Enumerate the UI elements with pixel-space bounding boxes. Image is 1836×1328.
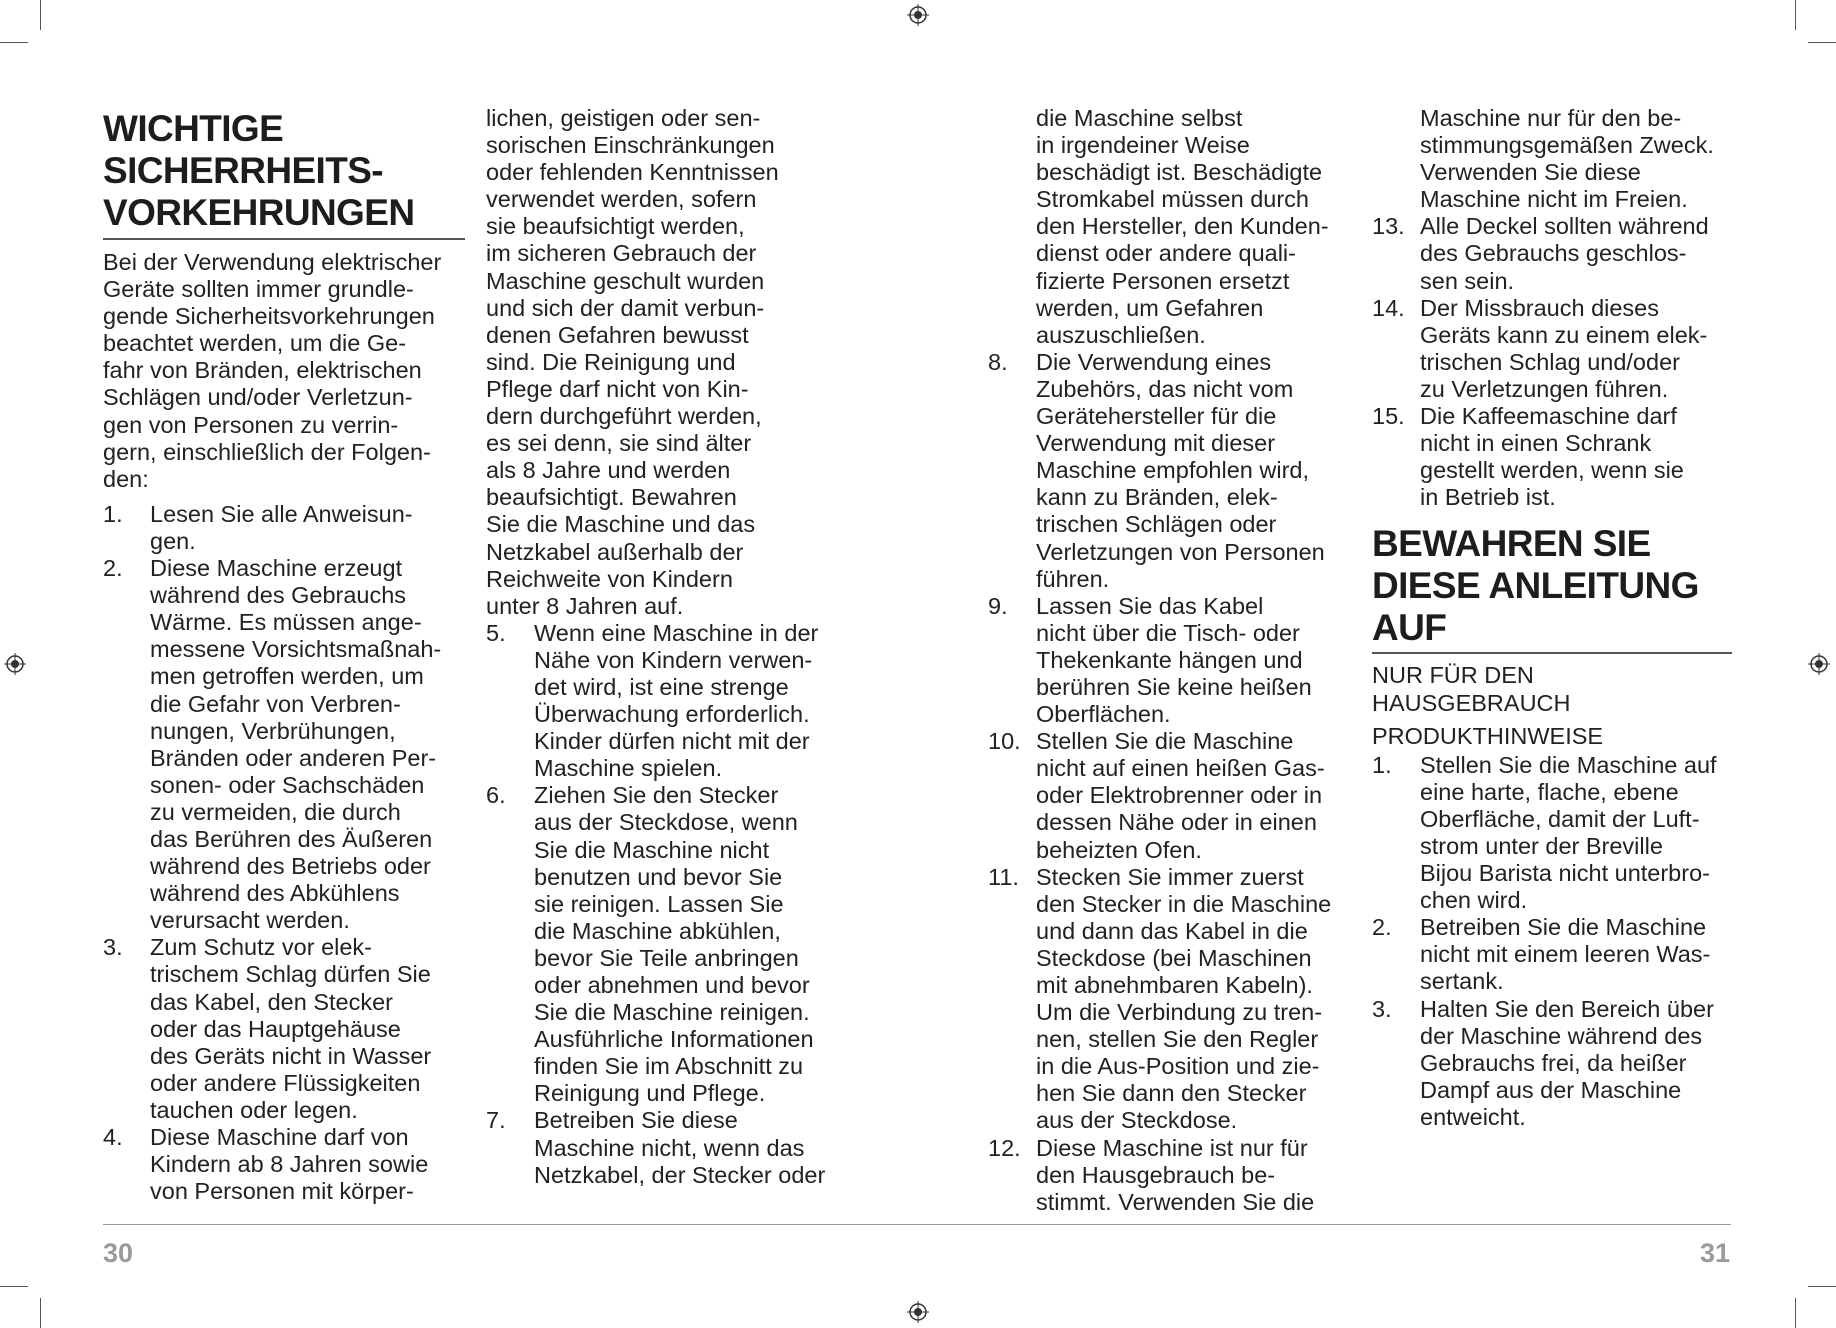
text-line: gende Sicherheitsvorkehrungen <box>103 303 435 330</box>
text-line: Die Verwendung eines <box>1036 348 1272 375</box>
crop-mark <box>0 42 28 43</box>
text-line: dern durchgeführt werden, <box>486 403 762 430</box>
subheading-product-notes: PRODUKTHINWEISE <box>1372 722 1604 749</box>
registration-mark-icon <box>1808 653 1830 675</box>
text-line: beachtet werden, um die Ge- <box>103 330 407 357</box>
text-line: Diese Maschine darf von <box>150 1124 409 1150</box>
text-line: während des Gebrauchs <box>150 582 407 609</box>
text-line: Geräts kann zu einem elek- <box>1420 321 1708 348</box>
text-line: das Berühren des Äußeren <box>150 825 433 852</box>
list-item <box>103 555 465 934</box>
text-line: Überwachung erforderlich. <box>534 701 810 728</box>
text-line: und sich der damit verbun- <box>486 294 765 321</box>
text-line: Verwendung mit dieser <box>1036 430 1276 457</box>
text-line: Betreiben Sie die Maschine <box>1420 914 1707 941</box>
text-line: Netzkabel, der Stecker oder <box>534 1161 826 1188</box>
text-line: Gerätehersteller für die <box>1036 403 1277 430</box>
crop-mark <box>1795 1298 1796 1328</box>
list-item-text <box>1036 349 1353 593</box>
text-line: Bei der Verwendung elektrischer <box>103 249 442 275</box>
text-line: benutzen und bevor Sie <box>534 863 783 890</box>
text-line: nicht in einen Schrank <box>1420 430 1652 457</box>
list-item-number: 1. <box>1372 751 1392 778</box>
list-item <box>103 1124 465 1205</box>
text-line: es sei denn, sie sind älter <box>486 430 752 457</box>
list-item-text <box>1420 295 1732 403</box>
list-item-number: 9. <box>988 592 1008 619</box>
text-line: sertank. <box>1420 968 1504 995</box>
text-line: Wenn eine Maschine in der <box>534 619 819 646</box>
text-line: im sicheren Gebrauch der <box>486 240 757 267</box>
heading-line: SICHERRHEITS- <box>103 150 383 191</box>
text-line: denen Gefahren bewusst <box>486 321 749 348</box>
footer-rule <box>103 1224 1731 1225</box>
text-line: verwendet werden, sofern <box>486 186 757 213</box>
list-item-text <box>1036 593 1353 728</box>
page-number-right: 31 <box>1700 1238 1731 1268</box>
text-line: Halten Sie den Bereich über <box>1420 995 1714 1022</box>
continued-paragraph <box>988 105 1353 349</box>
text-line: Oberfläche, damit der Luft- <box>1420 805 1700 832</box>
heading-rule <box>1372 652 1732 654</box>
list-item-number: 8. <box>988 348 1008 375</box>
text-line: sind. Die Reinigung und <box>486 348 736 375</box>
text-line: chen wird. <box>1420 887 1528 914</box>
text-line: die Gefahr von Verbren- <box>150 690 401 717</box>
text-line: Maschine geschult wurden <box>486 267 765 294</box>
text-line: Die Kaffeemaschine darf <box>1420 403 1677 430</box>
safety-list <box>988 349 1353 1216</box>
text-line: von Personen mit körper- <box>150 1178 414 1205</box>
list-item-number: 4. <box>103 1124 123 1150</box>
list-item <box>988 728 1353 863</box>
list-item <box>486 782 848 1107</box>
text-line: stimmungsgemäßen Zweck. <box>1420 132 1714 159</box>
list-item-number: 7. <box>486 1107 506 1134</box>
crop-mark <box>40 0 41 30</box>
text-line: eine harte, flache, ebene <box>1420 778 1679 805</box>
list-item-text <box>1420 996 1732 1131</box>
text-line: trischen Schlägen oder <box>1036 511 1277 538</box>
text-line: den Stecker in die Maschine <box>1036 890 1332 917</box>
intro-paragraph <box>103 249 465 493</box>
text-line: Steckdose (bei Maschinen <box>1036 944 1312 971</box>
list-item <box>988 864 1353 1135</box>
text-line: zu vermeiden, die durch <box>150 798 401 825</box>
product-notes-list <box>1372 752 1732 1131</box>
text-line: die Maschine selbst <box>1036 105 1243 131</box>
text-line: Dampf aus der Maschine <box>1420 1076 1682 1103</box>
page-number-left: 30 <box>103 1238 134 1268</box>
text-line: Sie die Maschine reinigen. <box>534 999 810 1026</box>
text-line: Netzkabel außerhalb der <box>486 538 744 565</box>
text-line: Ausführliche Informationen <box>534 1026 814 1053</box>
list-item-number: 14. <box>1372 294 1405 321</box>
text-line: hen Sie dann den Stecker <box>1036 1080 1307 1107</box>
text-line: oder andere Flüssigkeiten <box>150 1069 421 1096</box>
text-line: bevor Sie Teile anbringen <box>534 944 799 971</box>
text-line: während des Abkühlens <box>150 880 400 907</box>
text-line: verursacht werden. <box>150 907 350 934</box>
text-line: Schlägen und/oder Verletzun- <box>103 384 413 411</box>
list-item <box>1372 752 1732 915</box>
text-line: Der Missbrauch dieses <box>1420 294 1660 321</box>
list-item-text <box>534 782 848 1107</box>
text-line: Sie die Maschine und das <box>486 511 756 538</box>
text-line: lichen, geistigen oder sen- <box>486 105 761 131</box>
text-line: als 8 Jahre und werden <box>486 457 731 484</box>
text-line: in irgendeiner Weise <box>1036 132 1250 159</box>
text-line: oder fehlenden Kenntnissen <box>486 159 779 186</box>
list-item <box>1372 914 1732 995</box>
list-item-number: 13. <box>1372 213 1405 240</box>
text-line: während des Betriebs oder <box>150 853 431 880</box>
text-line: Zubehörs, das nicht vom <box>1036 375 1294 402</box>
list-item <box>1372 403 1732 511</box>
text-line: die Maschine abkühlen, <box>534 917 781 944</box>
text-line: oder Elektrobrenner oder in <box>1036 782 1323 809</box>
text-line: beaufsichtigt. Bewahren <box>486 484 737 511</box>
list-item <box>1372 996 1732 1131</box>
heading-rule <box>103 238 465 240</box>
text-line: trischem Schlag dürfen Sie <box>150 961 431 988</box>
text-line: Maschine empfohlen wird, <box>1036 457 1309 484</box>
text-line: berühren Sie keine heißen <box>1036 673 1312 700</box>
heading-line: VORKEHRUNGEN <box>103 192 415 233</box>
text-line: der Maschine während des <box>1420 1022 1703 1049</box>
text-line: Maschine nur für den be- <box>1420 105 1682 131</box>
list-item-text <box>150 934 465 1124</box>
text-line: den Hausgebrauch be- <box>1036 1161 1276 1188</box>
text-line: beschädigt ist. Beschädigte <box>1036 159 1323 186</box>
list-item <box>988 593 1353 728</box>
heading-line: BEWAHREN SIE <box>1372 523 1651 565</box>
text-line: stimmt. Verwenden Sie die <box>1036 1188 1315 1215</box>
text-line: Alle Deckel sollten während <box>1420 213 1709 240</box>
text-line: Stellen Sie die Maschine <box>1036 728 1294 755</box>
text-line: Sie die Maschine nicht <box>534 836 770 863</box>
text-line: Oberflächen. <box>1036 701 1171 728</box>
text-line: Reichweite von Kindern <box>486 565 733 592</box>
text-line: Nähe von Kindern verwen- <box>534 646 813 673</box>
text-line: das Kabel, den Stecker <box>150 988 393 1015</box>
safety-list <box>103 501 465 1205</box>
text-line: men getroffen werden, um <box>150 663 424 690</box>
text-line: nungen, Verbrühungen, <box>150 717 396 744</box>
list-item-number: 2. <box>103 555 123 582</box>
text-line: Stellen Sie die Maschine auf <box>1420 751 1717 778</box>
text-line: und dann das Kabel in die <box>1036 917 1308 944</box>
text-line: Verwenden Sie diese <box>1420 159 1641 186</box>
list-item-number: 2. <box>1372 914 1392 941</box>
text-line: Maschine nicht, wenn das <box>534 1134 805 1161</box>
text-line: sonen- oder Sachschäden <box>150 771 425 798</box>
text-line: nicht auf einen heißen Gas- <box>1036 755 1325 782</box>
crop-mark <box>1795 0 1796 30</box>
text-line: Kindern ab 8 Jahren sowie <box>150 1151 429 1178</box>
subheading-household <box>1372 662 1732 716</box>
heading-line: AUF <box>1372 607 1447 649</box>
text-line: unter 8 Jahren auf. <box>486 592 684 619</box>
text-line: sen sein. <box>1420 267 1515 294</box>
text-line: Lesen Sie alle Anweisun- <box>150 500 413 527</box>
text-line: sie reinigen. Lassen Sie <box>534 890 784 917</box>
text-line: Maschine nicht im Freien. <box>1420 186 1688 213</box>
text-line: fizierte Personen ersetzt <box>1036 267 1290 294</box>
text-line: nen, stellen Sie den Regler <box>1036 1026 1319 1053</box>
text-line: Kinder dürfen nicht mit der <box>534 728 810 755</box>
text-line: gern, einschließlich der Folgen- <box>103 438 431 465</box>
registration-mark-icon <box>907 4 929 26</box>
text-line: dienst oder andere quali- <box>1036 240 1296 267</box>
text-line: Geräte sollten immer grundle- <box>103 276 414 303</box>
list-item <box>988 349 1353 593</box>
crop-mark <box>1808 1286 1836 1287</box>
text-line: Bijou Barista nicht unterbro- <box>1420 860 1710 887</box>
column-3 <box>988 105 1353 1216</box>
list-item-number: 1. <box>103 500 123 527</box>
registration-mark-icon <box>907 1301 929 1323</box>
continued-paragraph <box>486 105 848 620</box>
text-line: beheizten Ofen. <box>1036 836 1202 863</box>
text-line: Pflege darf nicht von Kin- <box>486 375 749 402</box>
list-item-text <box>1036 864 1353 1135</box>
list-item-text <box>1420 403 1732 511</box>
text-line: oder abnehmen und bevor <box>534 972 810 998</box>
list-item-number: 15. <box>1372 403 1405 430</box>
text-line: Reinigung und Pflege. <box>534 1080 766 1107</box>
text-line: Thekenkante hängen und <box>1036 646 1303 673</box>
crop-mark <box>40 1298 41 1328</box>
text-line: Zum Schutz vor elek- <box>150 934 373 961</box>
text-line: den Hersteller, den Kunden- <box>1036 213 1329 240</box>
text-line: Wärme. Es müssen ange- <box>150 609 422 636</box>
text-line: Lassen Sie das Kabel <box>1036 592 1264 619</box>
text-line: gen von Personen zu verrin- <box>103 411 399 438</box>
text-line: mit abnehmbaren Kabeln). <box>1036 972 1313 998</box>
registration-mark-icon <box>4 653 26 675</box>
crop-mark <box>1808 42 1836 43</box>
text-line: kann zu Bränden, elek- <box>1036 484 1278 511</box>
list-item <box>103 501 465 555</box>
list-item <box>988 1135 1353 1216</box>
safety-list <box>1372 213 1732 511</box>
text-line: det wird, ist eine strenge <box>534 673 789 700</box>
list-item <box>1372 213 1732 294</box>
text-line: des Gebrauchs geschlos- <box>1420 240 1687 267</box>
list-item-number: 6. <box>486 782 506 809</box>
text-line: tauchen oder legen. <box>150 1096 358 1123</box>
text-line: aus der Steckdose, wenn <box>534 809 798 836</box>
list-item-text <box>1036 1135 1353 1216</box>
column-1 <box>103 108 465 1205</box>
heading-line: WICHTIGE <box>103 108 284 149</box>
text-line: finden Sie im Abschnitt zu <box>534 1053 804 1080</box>
text-line: nicht mit einem leeren Was- <box>1420 941 1711 968</box>
text-line: Verletzungen von Personen <box>1036 538 1325 565</box>
text-line: werden, um Gefahren <box>1036 294 1264 321</box>
text-line: zu Verletzungen führen. <box>1420 375 1669 402</box>
heading-line: DIESE ANLEITUNG <box>1372 565 1699 607</box>
text-line: in die Aus-Position und zie- <box>1036 1053 1320 1080</box>
text-line: Ziehen Sie den Stecker <box>534 782 779 809</box>
text-line: trischen Schlag und/oder <box>1420 348 1680 375</box>
text-line: sorischen Einschränkungen <box>486 132 775 159</box>
safety-list <box>486 620 848 1189</box>
text-line: fahr von Bränden, elektrischen <box>103 357 422 384</box>
text-line: messene Vorsichtsmaßnah- <box>150 636 442 663</box>
crop-mark <box>0 1286 28 1287</box>
list-item-text <box>150 501 465 555</box>
text-line: aus der Steckdose. <box>1036 1107 1238 1134</box>
list-item-number: 11. <box>988 863 1019 890</box>
text-line: entweicht. <box>1420 1103 1526 1130</box>
list-item <box>1372 295 1732 403</box>
list-item-text <box>150 1124 465 1205</box>
text-line: dessen Nähe oder in einen <box>1036 809 1317 836</box>
text-line: des Geräts nicht in Wasser <box>150 1042 432 1069</box>
list-item-text <box>150 555 465 934</box>
text-line: Um die Verbindung zu tren- <box>1036 999 1323 1026</box>
text-line: strom unter der Breville <box>1420 832 1663 859</box>
list-item-text <box>1420 213 1732 294</box>
list-item <box>486 620 848 783</box>
list-item <box>103 934 465 1124</box>
section-heading <box>103 108 465 234</box>
text-line: gestellt werden, wenn sie <box>1420 457 1684 484</box>
text-line: Diese Maschine ist nur für <box>1036 1134 1308 1161</box>
list-item-number: 3. <box>1372 995 1392 1022</box>
text-line: nicht über die Tisch- oder <box>1036 619 1300 646</box>
list-item-text <box>534 1107 848 1188</box>
text-line: HAUSGEBRAUCH <box>1372 689 1571 716</box>
list-item-text <box>1420 752 1732 915</box>
text-line: Maschine spielen. <box>534 755 723 782</box>
list-item-number: 10. <box>988 728 1021 755</box>
text-line: Diese Maschine erzeugt <box>150 555 403 582</box>
text-line: Gebrauchs frei, da heißer <box>1420 1049 1687 1076</box>
list-item-text <box>1420 914 1732 995</box>
text-line: oder das Hauptgehäuse <box>150 1015 401 1042</box>
text-line: Bränden oder anderen Per- <box>150 744 437 771</box>
column-2 <box>486 105 848 1189</box>
text-line: in Betrieb ist. <box>1420 484 1556 511</box>
continued-paragraph <box>1372 105 1732 213</box>
text-line: gen. <box>150 527 196 554</box>
list-item-number: 3. <box>103 934 123 961</box>
list-item-text <box>1036 728 1353 863</box>
text-line: Stecken Sie immer zuerst <box>1036 863 1304 890</box>
text-line: sie beaufsichtigt werden, <box>486 213 745 240</box>
column-4 <box>1372 105 1732 1131</box>
text-line: Betreiben Sie diese <box>534 1107 738 1134</box>
list-item-number: 12. <box>988 1134 1021 1161</box>
text-line: Stromkabel müssen durch <box>1036 186 1309 213</box>
text-line: auszuschließen. <box>1036 321 1206 348</box>
list-item-text <box>534 620 848 783</box>
text-line: den: <box>103 465 149 492</box>
list-item <box>486 1107 848 1188</box>
text-line: NUR FÜR DEN <box>1372 662 1534 689</box>
list-item-number: 5. <box>486 619 506 646</box>
text-line: führen. <box>1036 565 1110 592</box>
section-heading <box>1372 523 1732 649</box>
